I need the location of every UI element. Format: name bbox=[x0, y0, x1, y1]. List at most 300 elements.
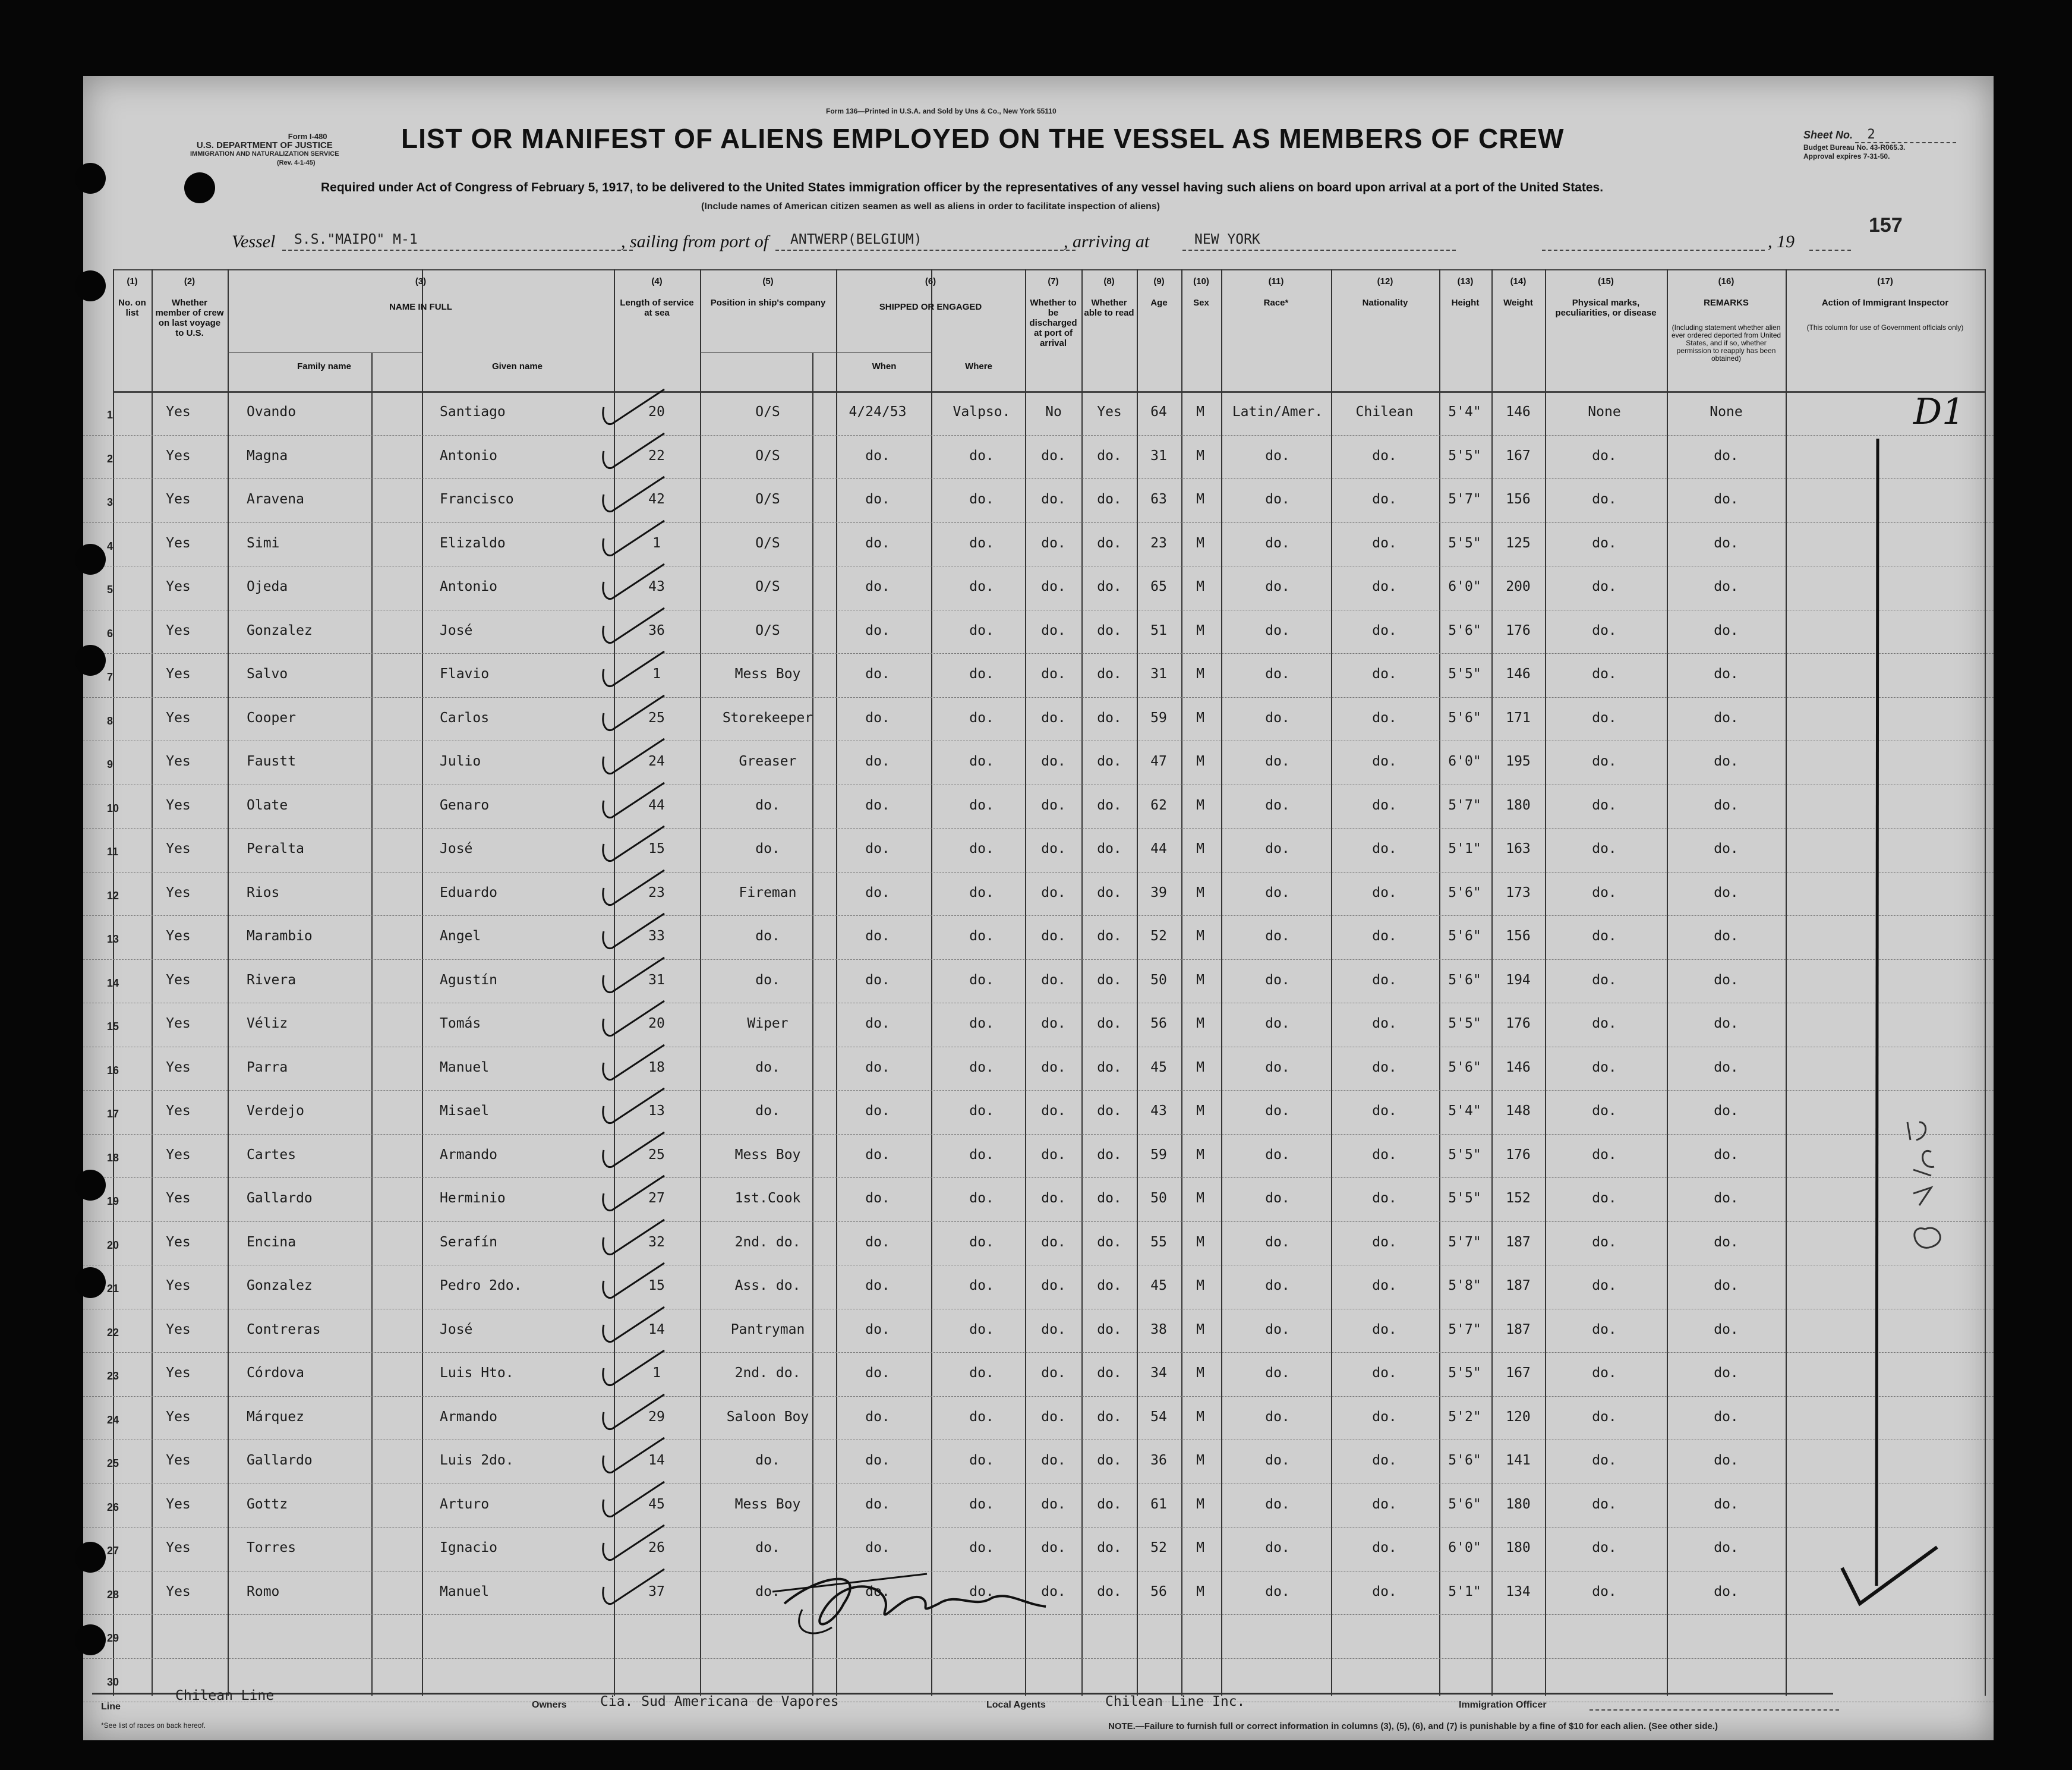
discharged: do. bbox=[1041, 1321, 1066, 1337]
race: do. bbox=[1265, 579, 1290, 594]
sex: M bbox=[1196, 710, 1204, 726]
shipped-where: do. bbox=[969, 1059, 994, 1075]
age: 64 bbox=[1150, 404, 1167, 420]
sheet-label: Sheet No. bbox=[1803, 129, 1853, 141]
include-note: (Include names of American citizen seamen as well as aliens in order to facilitate inspection of aliens) bbox=[701, 201, 1160, 212]
sex: M bbox=[1196, 535, 1204, 551]
able-to-read: do. bbox=[1097, 928, 1122, 944]
family-name: Cooper bbox=[247, 710, 297, 726]
officer-field bbox=[1590, 1709, 1839, 1711]
height: 5'6" bbox=[1448, 1453, 1481, 1468]
family-name: Torres bbox=[247, 1540, 297, 1555]
age: 56 bbox=[1150, 1016, 1167, 1031]
shipped-where: do. bbox=[969, 1583, 994, 1599]
height: 6'0" bbox=[1448, 1540, 1481, 1555]
row-number: 3 bbox=[107, 496, 113, 508]
family-name: Cartes bbox=[247, 1147, 297, 1163]
age: 52 bbox=[1150, 1540, 1167, 1555]
crew-last-voyage: Yes bbox=[166, 884, 191, 900]
discharged: do. bbox=[1041, 492, 1066, 507]
weight: 156 bbox=[1506, 492, 1531, 507]
shipped-where: Valpso. bbox=[953, 404, 1011, 420]
remarks: do. bbox=[1714, 1365, 1739, 1381]
age: 38 bbox=[1150, 1321, 1167, 1337]
discharged: do. bbox=[1041, 710, 1066, 726]
nationality: do. bbox=[1372, 1321, 1397, 1337]
sex: M bbox=[1196, 1191, 1204, 1206]
physical-marks: do. bbox=[1592, 1583, 1617, 1599]
row-rule bbox=[83, 478, 1994, 479]
position: Ass. do. bbox=[734, 1278, 801, 1293]
physical-marks: do. bbox=[1592, 448, 1617, 464]
nationality: do. bbox=[1372, 579, 1397, 594]
position: do. bbox=[755, 1453, 780, 1468]
shipped-where: do. bbox=[969, 579, 994, 594]
sex: M bbox=[1196, 404, 1204, 420]
discharged: do. bbox=[1041, 1453, 1066, 1468]
column-number: (11) bbox=[1268, 276, 1284, 286]
sex: M bbox=[1196, 1103, 1204, 1119]
shipped-when: do. bbox=[865, 754, 890, 769]
family-name: Marambio bbox=[247, 928, 313, 944]
able-to-read: do. bbox=[1097, 448, 1122, 464]
shipped-where: do. bbox=[969, 622, 994, 638]
column-number: (4) bbox=[651, 276, 663, 286]
shipped-when: do. bbox=[865, 1191, 890, 1206]
age: 36 bbox=[1150, 1453, 1167, 1468]
row-rule bbox=[83, 959, 1994, 960]
crew-last-voyage: Yes bbox=[166, 492, 191, 507]
shipped-when: do. bbox=[865, 841, 890, 856]
column-header: Whether to be discharged at port of arrival bbox=[1029, 298, 1077, 348]
race: do. bbox=[1265, 1496, 1290, 1512]
row-rule bbox=[83, 1527, 1994, 1528]
column-subheader: Family name bbox=[297, 361, 351, 371]
remarks: do. bbox=[1714, 666, 1739, 682]
given-name: Francisco bbox=[440, 492, 514, 507]
sex: M bbox=[1196, 841, 1204, 856]
age: 62 bbox=[1150, 797, 1167, 813]
service-length: 33 bbox=[648, 928, 665, 944]
nationality: do. bbox=[1372, 1583, 1397, 1599]
punch-hole bbox=[75, 1624, 106, 1655]
column-header: Whether able to read bbox=[1084, 298, 1134, 318]
punch-hole bbox=[75, 1267, 106, 1298]
able-to-read: do. bbox=[1097, 622, 1122, 638]
fine-note: NOTE.—Failure to furnish full or correct information in columns (3), (5), (6), and (7) is punishable by a fine of $10 for each alien. (See other side.) bbox=[1108, 1721, 1718, 1731]
nationality: do. bbox=[1372, 1278, 1397, 1293]
line-label: Line bbox=[101, 1702, 121, 1712]
column-divider bbox=[700, 269, 701, 1696]
given-name: Ignacio bbox=[440, 1540, 497, 1555]
position: do. bbox=[755, 1583, 780, 1599]
sex: M bbox=[1196, 1453, 1204, 1468]
race: Latin/Amer. bbox=[1232, 404, 1323, 420]
crew-last-voyage: Yes bbox=[166, 1234, 191, 1250]
nationality: do. bbox=[1372, 1409, 1397, 1425]
service-length: 14 bbox=[648, 1321, 665, 1337]
able-to-read: do. bbox=[1097, 492, 1122, 507]
remarks: do. bbox=[1714, 710, 1739, 726]
able-to-read: do. bbox=[1097, 666, 1122, 682]
family-name: Gonzalez bbox=[247, 1278, 313, 1293]
able-to-read: do. bbox=[1097, 1496, 1122, 1512]
position: O/S bbox=[755, 579, 780, 594]
weight: 156 bbox=[1506, 928, 1531, 944]
crew-last-voyage: Yes bbox=[166, 579, 191, 594]
remarks: do. bbox=[1714, 972, 1739, 988]
weight: 152 bbox=[1506, 1191, 1531, 1206]
remarks: do. bbox=[1714, 797, 1739, 813]
nationality: do. bbox=[1372, 754, 1397, 769]
physical-marks: do. bbox=[1592, 1016, 1617, 1031]
races-note: *See list of races on back hereof. bbox=[101, 1721, 206, 1730]
subheader-rule bbox=[700, 352, 931, 353]
able-to-read: do. bbox=[1097, 1453, 1122, 1468]
column-number: (5) bbox=[762, 276, 774, 286]
nationality: do. bbox=[1372, 972, 1397, 988]
row-number: 14 bbox=[107, 977, 119, 989]
row-rule bbox=[83, 1177, 1994, 1178]
service-length: 23 bbox=[648, 884, 665, 900]
weight: 180 bbox=[1506, 1540, 1531, 1555]
crew-last-voyage: Yes bbox=[166, 1278, 191, 1293]
position: Wiper bbox=[747, 1016, 789, 1031]
position: Storekeeper bbox=[722, 710, 813, 726]
column-divider bbox=[1221, 269, 1222, 1696]
age: 54 bbox=[1150, 1409, 1167, 1425]
nationality: do. bbox=[1372, 1191, 1397, 1206]
crew-last-voyage: Yes bbox=[166, 1016, 191, 1031]
service-length: 31 bbox=[648, 972, 665, 988]
shipped-when: do. bbox=[865, 579, 890, 594]
race: do. bbox=[1265, 841, 1290, 856]
race: do. bbox=[1265, 754, 1290, 769]
height: 5'6" bbox=[1448, 622, 1481, 638]
shipped-when: do. bbox=[865, 1365, 890, 1381]
sheet-number: 2 bbox=[1855, 127, 1956, 143]
service-length: 15 bbox=[648, 1278, 665, 1293]
weight: 134 bbox=[1506, 1583, 1531, 1599]
table-top-rule bbox=[113, 269, 1985, 270]
crew-last-voyage: Yes bbox=[166, 404, 191, 420]
shipped-where: do. bbox=[969, 1540, 994, 1555]
family-name: Córdova bbox=[247, 1365, 304, 1381]
given-name: Pedro 2do. bbox=[440, 1278, 522, 1293]
age: 39 bbox=[1150, 884, 1167, 900]
column-divider bbox=[1667, 269, 1668, 1696]
column-divider bbox=[228, 269, 229, 1696]
column-header: No. on list bbox=[118, 298, 146, 318]
nationality: Chilean bbox=[1355, 404, 1414, 420]
position: O/S bbox=[755, 404, 780, 420]
race: do. bbox=[1265, 1453, 1290, 1468]
height: 5'5" bbox=[1448, 1147, 1481, 1163]
printer-line: Form 136—Printed in U.S.A. and Sold by Uns & Co., New York 55110 bbox=[826, 107, 1057, 115]
row-rule bbox=[83, 697, 1994, 698]
position: 2nd. do. bbox=[734, 1365, 801, 1381]
row-number: 18 bbox=[107, 1151, 119, 1164]
family-name: Olate bbox=[247, 797, 288, 813]
sex: M bbox=[1196, 1583, 1204, 1599]
sex: M bbox=[1196, 928, 1204, 944]
column-header: Height bbox=[1451, 298, 1480, 308]
race: do. bbox=[1265, 928, 1290, 944]
punch-hole bbox=[75, 270, 106, 301]
row-rule bbox=[83, 1221, 1994, 1222]
row-rule bbox=[83, 1090, 1994, 1091]
able-to-read: do. bbox=[1097, 1583, 1122, 1599]
row-number: 10 bbox=[107, 802, 119, 814]
able-to-read: do. bbox=[1097, 1540, 1122, 1555]
punch-hole bbox=[75, 1542, 106, 1573]
row-rule bbox=[83, 1134, 1994, 1135]
race: do. bbox=[1265, 1321, 1290, 1337]
family-name: Peralta bbox=[247, 841, 304, 856]
physical-marks: do. bbox=[1592, 928, 1617, 944]
position: 1st.Cook bbox=[734, 1191, 801, 1206]
shipped-when: do. bbox=[865, 1147, 890, 1163]
height: 5'6" bbox=[1448, 710, 1481, 726]
manifest-sheet bbox=[83, 76, 1994, 1740]
remarks: do. bbox=[1714, 1147, 1739, 1163]
row-rule bbox=[83, 1396, 1994, 1397]
shipped-when: do. bbox=[865, 492, 890, 507]
weight: 120 bbox=[1506, 1409, 1531, 1425]
crew-last-voyage: Yes bbox=[166, 754, 191, 769]
physical-marks: do. bbox=[1592, 1234, 1617, 1250]
shipped-when: do. bbox=[865, 797, 890, 813]
nationality: do. bbox=[1372, 797, 1397, 813]
race: do. bbox=[1265, 1583, 1290, 1599]
given-name: Luis 2do. bbox=[440, 1453, 514, 1468]
able-to-read: do. bbox=[1097, 754, 1122, 769]
column-subheader: When bbox=[872, 361, 897, 371]
age: 23 bbox=[1150, 535, 1167, 551]
shipped-where: do. bbox=[969, 1321, 994, 1337]
column-divider bbox=[1025, 269, 1026, 1696]
column-divider bbox=[1439, 269, 1440, 1696]
inspector-check-line bbox=[1806, 421, 1997, 1699]
nationality: do. bbox=[1372, 535, 1397, 551]
height: 5'6" bbox=[1448, 928, 1481, 944]
service-length: 1 bbox=[652, 1365, 661, 1381]
sex: M bbox=[1196, 579, 1204, 594]
shipped-when: 4/24/53 bbox=[849, 404, 907, 420]
race: do. bbox=[1265, 535, 1290, 551]
given-name: Armando bbox=[440, 1409, 497, 1425]
sex: M bbox=[1196, 1540, 1204, 1555]
remarks: do. bbox=[1714, 1583, 1739, 1599]
nationality: do. bbox=[1372, 1147, 1397, 1163]
race: do. bbox=[1265, 1409, 1290, 1425]
position: do. bbox=[755, 1540, 780, 1555]
able-to-read: do. bbox=[1097, 1234, 1122, 1250]
shipped-when: do. bbox=[865, 1278, 890, 1293]
height: 5'8" bbox=[1448, 1278, 1481, 1293]
crew-last-voyage: Yes bbox=[166, 1147, 191, 1163]
shipped-when: do. bbox=[865, 1059, 890, 1075]
service-length: 20 bbox=[648, 1016, 665, 1031]
nationality: do. bbox=[1372, 622, 1397, 638]
given-name: Antonio bbox=[440, 579, 497, 594]
able-to-read: do. bbox=[1097, 1278, 1122, 1293]
service-length: 27 bbox=[648, 1191, 665, 1206]
remarks: do. bbox=[1714, 1234, 1739, 1250]
race: do. bbox=[1265, 797, 1290, 813]
row-number: 4 bbox=[107, 540, 113, 552]
age: 47 bbox=[1150, 754, 1167, 769]
row-number: 20 bbox=[107, 1239, 119, 1251]
shipped-where: do. bbox=[969, 1234, 994, 1250]
able-to-read: do. bbox=[1097, 1365, 1122, 1381]
column-number: (14) bbox=[1510, 276, 1527, 286]
crew-last-voyage: Yes bbox=[166, 928, 191, 944]
height: 5'5" bbox=[1448, 1365, 1481, 1381]
weight: 141 bbox=[1506, 1453, 1531, 1468]
position: Mess Boy bbox=[734, 666, 801, 682]
row-number: 12 bbox=[107, 889, 119, 902]
able-to-read: Yes bbox=[1097, 404, 1122, 420]
service-length: 14 bbox=[648, 1453, 665, 1468]
sex: M bbox=[1196, 492, 1204, 507]
family-name: Rivera bbox=[247, 972, 297, 988]
agents-value: Chilean Line Inc. bbox=[1105, 1694, 1245, 1709]
physical-marks: do. bbox=[1592, 972, 1617, 988]
weight: 146 bbox=[1506, 404, 1531, 420]
age: 45 bbox=[1150, 1278, 1167, 1293]
column-divider bbox=[422, 269, 423, 1696]
able-to-read: do. bbox=[1097, 1016, 1122, 1031]
given-name: Angel bbox=[440, 928, 481, 944]
service-length: 25 bbox=[648, 1147, 665, 1163]
sex: M bbox=[1196, 448, 1204, 464]
row-rule bbox=[83, 828, 1994, 829]
crew-last-voyage: Yes bbox=[166, 1191, 191, 1206]
able-to-read: do. bbox=[1097, 841, 1122, 856]
crew-last-voyage: Yes bbox=[166, 710, 191, 726]
discharged: do. bbox=[1041, 884, 1066, 900]
age: 50 bbox=[1150, 972, 1167, 988]
sex: M bbox=[1196, 754, 1204, 769]
weight: 180 bbox=[1506, 1496, 1531, 1512]
row-rule bbox=[83, 435, 1994, 436]
position: do. bbox=[755, 972, 780, 988]
height: 5'6" bbox=[1448, 1059, 1481, 1075]
family-name: Gonzalez bbox=[247, 622, 313, 638]
weight: 167 bbox=[1506, 1365, 1531, 1381]
given-name: Tomás bbox=[440, 1016, 481, 1031]
year-label: , 19 bbox=[1768, 232, 1795, 251]
column-divider bbox=[1491, 269, 1493, 1696]
arrival-date-field bbox=[1542, 232, 1765, 251]
nationality: do. bbox=[1372, 1059, 1397, 1075]
discharged: do. bbox=[1041, 1540, 1066, 1555]
column-number: (13) bbox=[1457, 276, 1474, 286]
row-number: 25 bbox=[107, 1457, 119, 1469]
height: 5'4" bbox=[1448, 404, 1481, 420]
crew-last-voyage: Yes bbox=[166, 797, 191, 813]
service-length: 37 bbox=[648, 1583, 665, 1599]
family-name: Faustt bbox=[247, 754, 297, 769]
physical-marks: do. bbox=[1592, 535, 1617, 551]
column-header: REMARKS bbox=[1704, 298, 1749, 308]
row-rule bbox=[83, 872, 1994, 873]
shipped-when: do. bbox=[865, 1409, 890, 1425]
column-header: NAME IN FULL bbox=[389, 302, 452, 312]
discharged: do. bbox=[1041, 1278, 1066, 1293]
column-number: (2) bbox=[184, 276, 195, 286]
service-length: 29 bbox=[648, 1409, 665, 1425]
weight: 195 bbox=[1506, 754, 1531, 769]
row-number: 22 bbox=[107, 1326, 119, 1338]
owners-value: Cia. Sud Americana de Vapores bbox=[600, 1694, 839, 1709]
sex: M bbox=[1196, 797, 1204, 813]
height: 5'7" bbox=[1448, 1321, 1481, 1337]
service-length: 32 bbox=[648, 1234, 665, 1250]
crew-last-voyage: Yes bbox=[166, 535, 191, 551]
position: Fireman bbox=[739, 884, 797, 900]
physical-marks: do. bbox=[1592, 666, 1617, 682]
sheet-number-block bbox=[1803, 127, 1956, 161]
discharged: do. bbox=[1041, 622, 1066, 638]
row-number: 6 bbox=[107, 627, 113, 640]
shipped-where: do. bbox=[969, 710, 994, 726]
position: O/S bbox=[755, 535, 780, 551]
service-length: 22 bbox=[648, 448, 665, 464]
discharged: do. bbox=[1041, 1016, 1066, 1031]
shipped-where: do. bbox=[969, 754, 994, 769]
row-number: 1 bbox=[107, 409, 113, 421]
agents-label: Local Agents bbox=[986, 1700, 1046, 1710]
port-of-departure: ANTWERP(BELGIUM) bbox=[775, 232, 1076, 251]
column-header: SHIPPED OR ENGAGED bbox=[879, 302, 982, 312]
remarks: do. bbox=[1714, 928, 1739, 944]
height: 5'5" bbox=[1448, 448, 1481, 464]
remarks: do. bbox=[1714, 1453, 1739, 1468]
family-name: Aravena bbox=[247, 492, 304, 507]
shipped-where: do. bbox=[969, 492, 994, 507]
nationality: do. bbox=[1372, 1365, 1397, 1381]
remarks: do. bbox=[1714, 492, 1739, 507]
given-name: Misael bbox=[440, 1103, 490, 1119]
family-name: Ovando bbox=[247, 404, 297, 420]
discharged: do. bbox=[1041, 535, 1066, 551]
service-length: 15 bbox=[648, 841, 665, 856]
check-mark bbox=[599, 1563, 670, 1617]
discharged: do. bbox=[1041, 448, 1066, 464]
able-to-read: do. bbox=[1097, 579, 1122, 594]
nationality: do. bbox=[1372, 1234, 1397, 1250]
remarks: do. bbox=[1714, 535, 1739, 551]
discharged: do. bbox=[1041, 1191, 1066, 1206]
shipped-when: do. bbox=[865, 1234, 890, 1250]
punch-hole bbox=[75, 645, 106, 676]
sex: M bbox=[1196, 1059, 1204, 1075]
weight: 163 bbox=[1506, 841, 1531, 856]
given-name: Carlos bbox=[440, 710, 490, 726]
able-to-read: do. bbox=[1097, 1321, 1122, 1337]
able-to-read: do. bbox=[1097, 1191, 1122, 1206]
physical-marks: do. bbox=[1592, 1496, 1617, 1512]
shipped-when: do. bbox=[865, 666, 890, 682]
row-rule bbox=[83, 1658, 1994, 1659]
column-header: Age bbox=[1150, 298, 1168, 308]
crew-last-voyage: Yes bbox=[166, 972, 191, 988]
port-of-arrival: NEW YORK bbox=[1182, 232, 1456, 251]
column-divider bbox=[812, 352, 813, 1696]
position: do. bbox=[755, 1059, 780, 1075]
